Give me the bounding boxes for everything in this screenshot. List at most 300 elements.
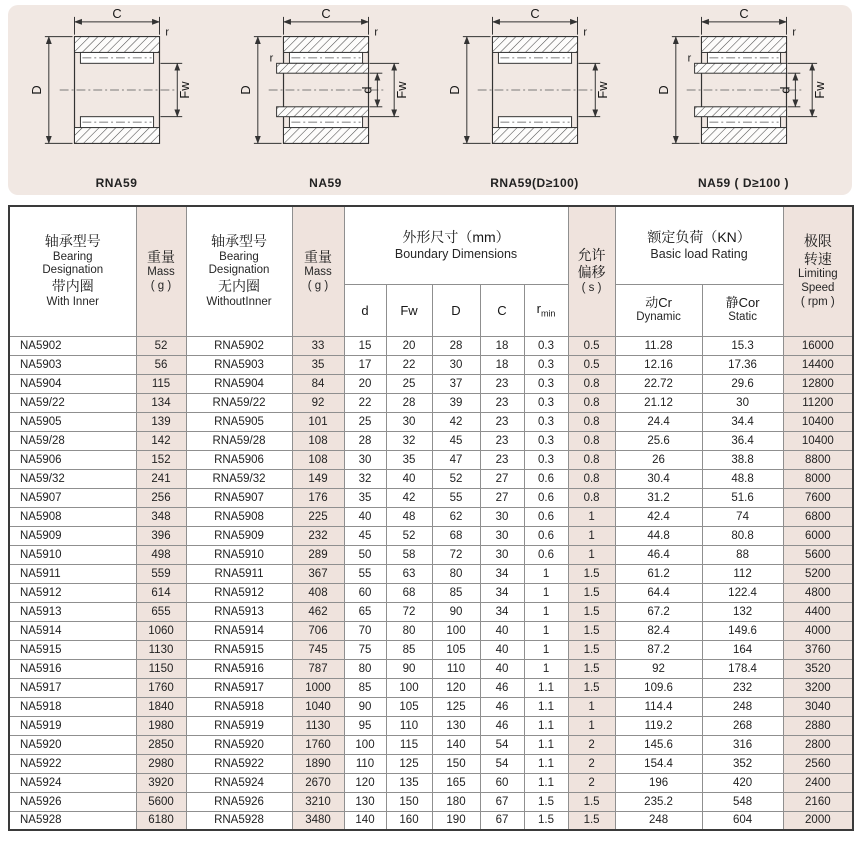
cell-designation-with-inner: NA5902 [9,336,136,355]
table-row [9,754,853,773]
cell-misalignment-s: 2 [568,754,615,773]
cell-dynamic-load: 46.4 [615,545,702,564]
cell-fw: 125 [386,754,432,773]
cell-mass-without-inner: 1890 [292,754,344,773]
cell-rmin: 1.1 [524,678,568,697]
cell-d: 15 [344,336,386,355]
dim-label-c: C [320,7,331,21]
cell-misalignment-s: 1 [568,716,615,735]
cell-D: 105 [432,640,480,659]
drawing-caption: NA59 [309,176,342,190]
cell-mass-without-inner: 706 [292,621,344,640]
cell-designation-without-inner: RNA5926 [186,792,292,811]
cell-misalignment-s: 0.8 [568,412,615,431]
cell-fw: 35 [386,450,432,469]
bearing-cross-section-rna59 [15,7,219,173]
cell-mass-without-inner: 2670 [292,773,344,792]
cell-static-load: 112 [702,564,783,583]
cell-D: 165 [432,773,480,792]
cell-static-load: 36.4 [702,431,783,450]
cell-dynamic-load: 248 [615,811,702,830]
cell-C: 34 [480,564,524,583]
cell-designation-without-inner: RNA5910 [186,545,292,564]
dim-label-r-inner: r [687,52,691,65]
cell-rmin: 0.3 [524,355,568,374]
cell-dynamic-load: 235.2 [615,792,702,811]
cell-dynamic-load: 44.8 [615,526,702,545]
cell-mass-without-inner: 232 [292,526,344,545]
cell-D: 120 [432,678,480,697]
cell-D: 68 [432,526,480,545]
cell-mass-with-inner: 1130 [136,640,186,659]
table-row [9,545,853,564]
cell-limiting-speed: 2560 [783,754,853,773]
cell-mass-with-inner: 655 [136,602,186,621]
cell-limiting-speed: 12800 [783,374,853,393]
cell-fw: 32 [386,431,432,450]
cell-D: 30 [432,355,480,374]
cell-rmin: 1 [524,621,568,640]
cell-misalignment-s: 0.8 [568,450,615,469]
cell-misalignment-s: 1.5 [568,659,615,678]
cell-rmin: 1.1 [524,716,568,735]
table-row [9,773,853,792]
cell-fw: 30 [386,412,432,431]
cell-designation-without-inner: RNA5914 [186,621,292,640]
cell-static-load: 248 [702,697,783,716]
header-designation-without-inner: 轴承型号 Bearing Designation 无内圈 WithoutInner [186,206,292,336]
cell-D: 125 [432,697,480,716]
dim-label-fw: Fw [393,81,409,99]
cell-misalignment-s: 1 [568,697,615,716]
bearing-spec-table [8,205,854,831]
cell-rmin: 1 [524,640,568,659]
cell-fw: 48 [386,507,432,526]
cell-mass-with-inner: 2850 [136,735,186,754]
cell-limiting-speed: 16000 [783,336,853,355]
table-row [9,393,853,412]
cell-C: 40 [480,621,524,640]
cell-limiting-speed: 8800 [783,450,853,469]
cell-fw: 100 [386,678,432,697]
cell-D: 150 [432,754,480,773]
cell-designation-without-inner: RNA59/22 [186,393,292,412]
cell-mass-without-inner: 1130 [292,716,344,735]
dim-label-r: r [791,26,796,39]
cell-mass-without-inner: 367 [292,564,344,583]
cell-designation-with-inner: NA5909 [9,526,136,545]
cell-mass-without-inner: 408 [292,583,344,602]
cell-designation-with-inner: NA5917 [9,678,136,697]
cell-static-load: 604 [702,811,783,830]
dim-label-fw: Fw [176,81,192,99]
table-row [9,640,853,659]
cell-misalignment-s: 0.8 [568,469,615,488]
cell-misalignment-s: 0.8 [568,393,615,412]
cell-limiting-speed: 2400 [783,773,853,792]
cell-d: 140 [344,811,386,830]
cell-d: 30 [344,450,386,469]
cell-D: 100 [432,621,480,640]
cell-fw: 63 [386,564,432,583]
cell-limiting-speed: 3760 [783,640,853,659]
cell-D: 45 [432,431,480,450]
cell-misalignment-s: 0.8 [568,431,615,450]
cell-misalignment-s: 1 [568,545,615,564]
cell-rmin: 0.6 [524,469,568,488]
header-boundary-dimensions: 外形尺寸（mm） Boundary Dimensions [344,206,568,284]
bearing-cross-section-na59 [224,7,428,173]
cell-static-load: 51.6 [702,488,783,507]
cell-d: 17 [344,355,386,374]
dim-label-r-inner: r [269,52,273,65]
cell-C: 34 [480,583,524,602]
cell-limiting-speed: 3040 [783,697,853,716]
dim-label-d: d [358,86,374,94]
cell-mass-without-inner: 462 [292,602,344,621]
cell-limiting-speed: 5200 [783,564,853,583]
cell-rmin: 0.6 [524,507,568,526]
cell-dynamic-load: 25.6 [615,431,702,450]
cell-fw: 115 [386,735,432,754]
cell-rmin: 1 [524,564,568,583]
cell-dynamic-load: 24.4 [615,412,702,431]
table-row [9,792,853,811]
cell-mass-with-inner: 139 [136,412,186,431]
cell-d: 50 [344,545,386,564]
cell-rmin: 0.6 [524,545,568,564]
cell-mass-with-inner: 614 [136,583,186,602]
cell-C: 54 [480,754,524,773]
cell-rmin: 0.6 [524,488,568,507]
cell-C: 46 [480,716,524,735]
cell-designation-without-inner: RNA5918 [186,697,292,716]
cell-d: 65 [344,602,386,621]
cell-designation-with-inner: NA5908 [9,507,136,526]
cell-dynamic-load: 92 [615,659,702,678]
cell-C: 34 [480,602,524,621]
cell-misalignment-s: 1.5 [568,640,615,659]
cell-limiting-speed: 4400 [783,602,853,621]
cell-limiting-speed: 11200 [783,393,853,412]
dim-label-D: D [28,85,44,95]
header-limiting-speed: 极限 转速 Limiting Speed ( rpm ) [783,206,853,336]
cell-C: 23 [480,393,524,412]
cell-rmin: 1.1 [524,773,568,792]
cell-static-load: 352 [702,754,783,773]
cell-mass-without-inner: 108 [292,431,344,450]
cell-mass-without-inner: 3480 [292,811,344,830]
cell-designation-without-inner: RNA5916 [186,659,292,678]
table-row [9,526,853,545]
cell-fw: 135 [386,773,432,792]
table-row [9,488,853,507]
cell-d: 35 [344,488,386,507]
cell-designation-without-inner: RNA59/32 [186,469,292,488]
cell-fw: 22 [386,355,432,374]
cell-static-load: 316 [702,735,783,754]
drawing-rna59 [15,7,219,193]
cell-mass-with-inner: 115 [136,374,186,393]
cell-d: 100 [344,735,386,754]
dim-label-r: r [582,26,587,39]
cell-mass-without-inner: 225 [292,507,344,526]
header-designation-with-inner: 轴承型号 Bearing Designation 带内圈 With Inner [9,206,136,336]
cell-mass-without-inner: 3210 [292,792,344,811]
cell-designation-with-inner: NA59/28 [9,431,136,450]
cell-limiting-speed: 10400 [783,431,853,450]
dim-label-fw: Fw [811,81,827,99]
table-row [9,469,853,488]
cell-mass-with-inner: 256 [136,488,186,507]
cell-designation-without-inner: RNA59/28 [186,431,292,450]
cell-mass-with-inner: 1840 [136,697,186,716]
cell-D: 190 [432,811,480,830]
cell-misalignment-s: 1.5 [568,792,615,811]
cell-C: 27 [480,488,524,507]
cell-fw: 28 [386,393,432,412]
cell-mass-without-inner: 101 [292,412,344,431]
cell-fw: 90 [386,659,432,678]
cell-static-load: 178.4 [702,659,783,678]
cell-d: 110 [344,754,386,773]
cell-fw: 80 [386,621,432,640]
table-row [9,678,853,697]
cell-D: 110 [432,659,480,678]
cell-rmin: 1 [524,659,568,678]
cell-static-load: 80.8 [702,526,783,545]
cell-misalignment-s: 0.5 [568,355,615,374]
cell-designation-with-inner: NA59/22 [9,393,136,412]
cell-misalignment-s: 1.5 [568,621,615,640]
cell-designation-without-inner: RNA5905 [186,412,292,431]
cell-fw: 85 [386,640,432,659]
cell-D: 37 [432,374,480,393]
cell-C: 67 [480,811,524,830]
cell-static-load: 88 [702,545,783,564]
cell-dynamic-load: 109.6 [615,678,702,697]
cell-limiting-speed: 4800 [783,583,853,602]
cell-mass-without-inner: 108 [292,450,344,469]
header-basic-load-rating: 额定负荷（KN） Basic load Rating [615,206,783,284]
cell-designation-without-inner: RNA5917 [186,678,292,697]
cell-C: 27 [480,469,524,488]
cell-rmin: 0.3 [524,393,568,412]
cell-d: 95 [344,716,386,735]
table-row [9,564,853,583]
cell-dynamic-load: 154.4 [615,754,702,773]
cell-C: 18 [480,336,524,355]
cell-fw: 160 [386,811,432,830]
table-row [9,507,853,526]
cell-rmin: 1.1 [524,735,568,754]
table-body [9,336,853,830]
cell-misalignment-s: 1.5 [568,811,615,830]
cell-d: 90 [344,697,386,716]
cell-D: 62 [432,507,480,526]
cell-static-load: 122.4 [702,583,783,602]
cell-d: 32 [344,469,386,488]
cell-designation-with-inner: NA5913 [9,602,136,621]
dim-label-D: D [237,85,253,95]
cell-designation-without-inner: RNA5906 [186,450,292,469]
cell-designation-with-inner: NA5919 [9,716,136,735]
cell-mass-without-inner: 1040 [292,697,344,716]
cell-C: 46 [480,678,524,697]
dim-label-D: D [655,85,671,95]
dim-label-c: C [738,7,749,21]
cell-limiting-speed: 2000 [783,811,853,830]
cell-C: 40 [480,659,524,678]
cell-mass-without-inner: 149 [292,469,344,488]
cell-fw: 68 [386,583,432,602]
cell-designation-with-inner: NA5911 [9,564,136,583]
table-row [9,811,853,830]
cell-designation-without-inner: RNA5924 [186,773,292,792]
cell-rmin: 0.3 [524,431,568,450]
cell-mass-with-inner: 498 [136,545,186,564]
cell-C: 30 [480,545,524,564]
cell-designation-with-inner: NA5916 [9,659,136,678]
cell-fw: 52 [386,526,432,545]
cell-D: 55 [432,488,480,507]
cell-fw: 150 [386,792,432,811]
cell-mass-without-inner: 1760 [292,735,344,754]
header-mass-with-inner: 重量 Mass ( g ) [136,206,186,336]
table-row [9,431,853,450]
cell-designation-without-inner: RNA5902 [186,336,292,355]
cell-designation-with-inner: NA5912 [9,583,136,602]
table-row [9,697,853,716]
cell-rmin: 0.3 [524,374,568,393]
cell-mass-without-inner: 289 [292,545,344,564]
cell-mass-with-inner: 1980 [136,716,186,735]
header-dim-C: C [480,284,524,336]
cell-limiting-speed: 8000 [783,469,853,488]
cell-limiting-speed: 2800 [783,735,853,754]
cell-mass-with-inner: 134 [136,393,186,412]
cell-dynamic-load: 114.4 [615,697,702,716]
cell-dynamic-load: 145.6 [615,735,702,754]
cell-designation-without-inner: RNA5903 [186,355,292,374]
drawing-caption: RNA59 [95,176,138,190]
cell-D: 90 [432,602,480,621]
cell-dynamic-load: 67.2 [615,602,702,621]
cell-C: 60 [480,773,524,792]
cell-d: 60 [344,583,386,602]
cell-mass-with-inner: 152 [136,450,186,469]
cell-d: 45 [344,526,386,545]
cell-designation-without-inner: RNA5911 [186,564,292,583]
cell-mass-with-inner: 348 [136,507,186,526]
cell-dynamic-load: 82.4 [615,621,702,640]
cell-fw: 105 [386,697,432,716]
cell-C: 23 [480,450,524,469]
cell-rmin: 1.1 [524,697,568,716]
cell-C: 23 [480,412,524,431]
cell-dynamic-load: 87.2 [615,640,702,659]
table-header [9,206,853,336]
cell-misalignment-s: 0.8 [568,488,615,507]
cell-dynamic-load: 26 [615,450,702,469]
cell-static-load: 268 [702,716,783,735]
cell-static-load: 30 [702,393,783,412]
cell-misalignment-s: 1.5 [568,678,615,697]
cell-d: 70 [344,621,386,640]
cell-D: 80 [432,564,480,583]
cell-d: 130 [344,792,386,811]
cell-designation-without-inner: RNA5912 [186,583,292,602]
table-row [9,621,853,640]
cell-D: 28 [432,336,480,355]
cell-d: 40 [344,507,386,526]
cell-dynamic-load: 30.4 [615,469,702,488]
cell-static-load: 38.8 [702,450,783,469]
cell-designation-with-inner: NA5914 [9,621,136,640]
cell-C: 23 [480,374,524,393]
cell-mass-with-inner: 1150 [136,659,186,678]
cell-static-load: 17.36 [702,355,783,374]
header-dim-D: D [432,284,480,336]
bearing-cross-section-rna59-d100 [433,7,637,173]
header-static-load: 静Cor Static [702,284,783,336]
cell-designation-with-inner: NA59/32 [9,469,136,488]
cell-fw: 72 [386,602,432,621]
cell-C: 54 [480,735,524,754]
cell-dynamic-load: 61.2 [615,564,702,583]
cell-misalignment-s: 1.5 [568,564,615,583]
cell-fw: 20 [386,336,432,355]
cell-mass-with-inner: 3920 [136,773,186,792]
cell-mass-without-inner: 92 [292,393,344,412]
bearing-drawings-panel [8,5,852,195]
cell-designation-without-inner: RNA5909 [186,526,292,545]
cell-D: 52 [432,469,480,488]
cell-designation-without-inner: RNA5904 [186,374,292,393]
cell-mass-with-inner: 2980 [136,754,186,773]
cell-rmin: 1 [524,602,568,621]
cell-d: 80 [344,659,386,678]
cell-dynamic-load: 22.72 [615,374,702,393]
drawing-na59-d100 [642,7,846,193]
header-misalignment: 允许 偏移 ( s ) [568,206,615,336]
table-row [9,716,853,735]
cell-C: 46 [480,697,524,716]
cell-rmin: 1.5 [524,792,568,811]
cell-dynamic-load: 42.4 [615,507,702,526]
cell-limiting-speed: 2160 [783,792,853,811]
cell-mass-with-inner: 6180 [136,811,186,830]
cell-fw: 58 [386,545,432,564]
cell-designation-with-inner: NA5922 [9,754,136,773]
cell-D: 47 [432,450,480,469]
cell-fw: 40 [386,469,432,488]
cell-mass-with-inner: 241 [136,469,186,488]
cell-fw: 42 [386,488,432,507]
cell-static-load: 15.3 [702,336,783,355]
header-mass-without-inner: 重量 Mass ( g ) [292,206,344,336]
cell-D: 72 [432,545,480,564]
table-row [9,602,853,621]
cell-rmin: 0.3 [524,450,568,469]
cell-d: 22 [344,393,386,412]
cell-mass-without-inner: 84 [292,374,344,393]
cell-designation-with-inner: NA5904 [9,374,136,393]
cell-limiting-speed: 3520 [783,659,853,678]
cell-misalignment-s: 0.5 [568,336,615,355]
cell-dynamic-load: 21.12 [615,393,702,412]
cell-designation-with-inner: NA5918 [9,697,136,716]
